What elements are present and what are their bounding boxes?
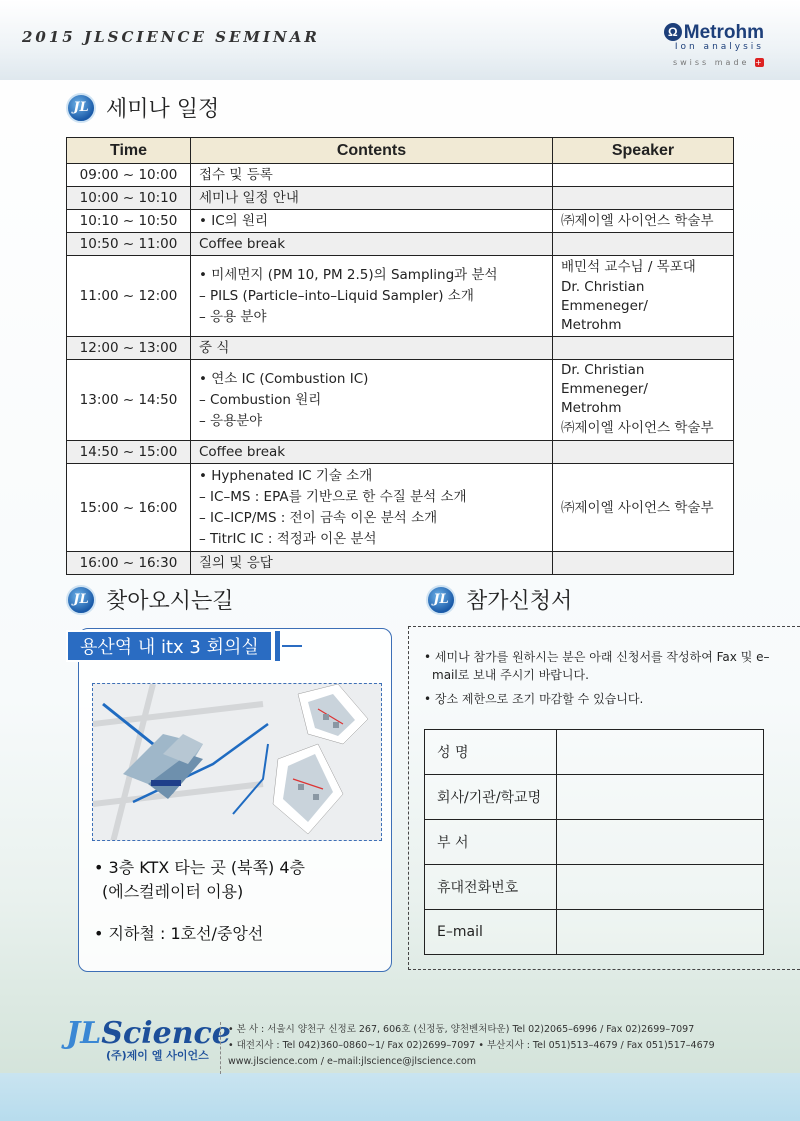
direction-subway: • 지하철 : 1호선/중앙선 bbox=[94, 924, 264, 943]
table-row: 13:00 ~ 14:50 • 연소 IC (Combustion IC) – Combustion 원리 – 응용분야 Dr. Christian Emmeneger/ Metrohm ㈜제이엘 사이언스 학술부 bbox=[67, 360, 734, 441]
form-row bbox=[425, 910, 764, 955]
application-heading-label: 참가신청서 bbox=[466, 589, 573, 614]
application-notes bbox=[424, 648, 784, 714]
form-row bbox=[425, 730, 764, 775]
seminar-title: 2015 JLSCIENCE SEMINAR bbox=[22, 28, 320, 46]
table-row: 14:50 ~ 15:00 Coffee break bbox=[67, 441, 734, 464]
field-label-phone: 휴대전화번호 bbox=[425, 865, 557, 910]
direction-ktx: • 3층 KTX 타는 곳 (북쪽) 4층 bbox=[94, 858, 305, 877]
table-row: 10:00 ~ 10:10 세미나 일정 안내 bbox=[67, 187, 734, 210]
logo-word: Science bbox=[101, 1016, 231, 1051]
station-map bbox=[92, 683, 382, 841]
schedule-heading bbox=[66, 92, 219, 123]
col-time: Time bbox=[67, 138, 191, 164]
logo-korean: (주)제이 엘 사이언스 bbox=[106, 1049, 209, 1062]
note-limit: • 장소 제한으로 조기 마감할 수 있습니다. bbox=[424, 692, 644, 706]
field-label-email: E–mail bbox=[425, 910, 557, 955]
footer-band bbox=[0, 1073, 800, 1121]
jl-badge-icon: JL bbox=[66, 93, 96, 123]
table-row: 15:00 ~ 16:00 • Hyphenated IC 기술 소개 – IC–MS : EPA를 기반으로 한 수질 분석 소개 – IC–ICP/MS : 전이 금속 이온 분석 소개 – TitrIC IC : 적정과 이온 분석 ㈜제이엘 사이언스 학술부 bbox=[67, 464, 734, 552]
table-row: 10:10 ~ 10:50 • IC의 원리 ㈜제이엘 사이언스 학술부 bbox=[67, 210, 734, 233]
field-company-input[interactable] bbox=[557, 775, 764, 820]
application-form bbox=[424, 729, 764, 955]
note-submit: • 세미나 참가를 원하시는 분은 아래 신청서를 작성하여 Fax 및 e–mail로 보내 주시기 바랍니다. bbox=[424, 650, 770, 682]
table-row: 11:00 ~ 12:00 • 미세먼지 (PM 10, PM 2.5)의 Sampling과 분석 – PILS (Particle–into–Liquid Sampler) 소개 – 응용 분야 배민석 교수님 / 목포대 Dr. Christian Emmeneger/ Metrohm bbox=[67, 256, 734, 337]
field-dept-input[interactable] bbox=[557, 820, 764, 865]
jl-badge-icon: JL bbox=[426, 585, 456, 615]
schedule-table bbox=[66, 137, 734, 575]
route-heading-label: 찾아오시는길 bbox=[106, 589, 234, 614]
field-phone-input[interactable] bbox=[557, 865, 764, 910]
field-label-name: 성 명 bbox=[425, 730, 557, 775]
direction-escalator: (에스컬레이터 이용) bbox=[102, 882, 244, 901]
field-label-dept: 부 서 bbox=[425, 820, 557, 865]
schedule-heading-label: 세미나 일정 bbox=[106, 97, 220, 122]
form-row bbox=[425, 865, 764, 910]
route-heading bbox=[66, 584, 234, 615]
jl-badge-icon: JL bbox=[66, 585, 96, 615]
venue-label: 용산역 내 itx 3 회의실 bbox=[66, 630, 273, 662]
jl-mark: JL bbox=[66, 1016, 102, 1051]
hq-address: • 본 사 : 서울시 양천구 신정로 267, 606호 (신정동, 양천벤처타운) Tel 02)2065–6996 / Fax 02)2699–7097 bbox=[228, 1024, 695, 1035]
field-email-input[interactable] bbox=[557, 910, 764, 955]
metrohm-logo bbox=[634, 22, 764, 67]
brand-sub: Ion analysis bbox=[674, 42, 764, 52]
website-email: www.jlscience.com / e–mail:jlscience@jlscience.com bbox=[228, 1056, 477, 1067]
table-row: 16:00 ~ 16:30 질의 및 응답 bbox=[67, 552, 734, 575]
form-row bbox=[425, 820, 764, 865]
col-speaker: Speaker bbox=[553, 138, 734, 164]
application-heading bbox=[426, 584, 572, 615]
form-row bbox=[425, 775, 764, 820]
contact-info bbox=[228, 1022, 715, 1070]
route-directions bbox=[94, 856, 305, 946]
map-illustration bbox=[93, 684, 382, 841]
swiss-cross-icon: + bbox=[755, 58, 765, 67]
table-row: 10:50 ~ 11:00 Coffee break bbox=[67, 233, 734, 256]
field-name-input[interactable] bbox=[557, 730, 764, 775]
brand-tag: swiss made bbox=[672, 58, 750, 67]
jlscience-logo bbox=[66, 1016, 231, 1063]
footer-divider bbox=[220, 1022, 221, 1074]
table-row: 12:00 ~ 13:00 중 식 bbox=[67, 337, 734, 360]
col-contents: Contents bbox=[191, 138, 553, 164]
table-row: 09:00 ~ 10:00 접수 및 등록 bbox=[67, 164, 734, 187]
branch-contacts: • 대전지사 : Tel 042)360–0860~1/ Fax 02)2699–7097 • 부산지사 : Tel 051)513–4679 / Fax 051)517–4679 bbox=[228, 1040, 715, 1051]
omega-icon: Ω bbox=[664, 23, 682, 41]
field-label-company: 회사/기관/학교명 bbox=[425, 775, 557, 820]
brand-name: Metrohm bbox=[683, 22, 764, 43]
